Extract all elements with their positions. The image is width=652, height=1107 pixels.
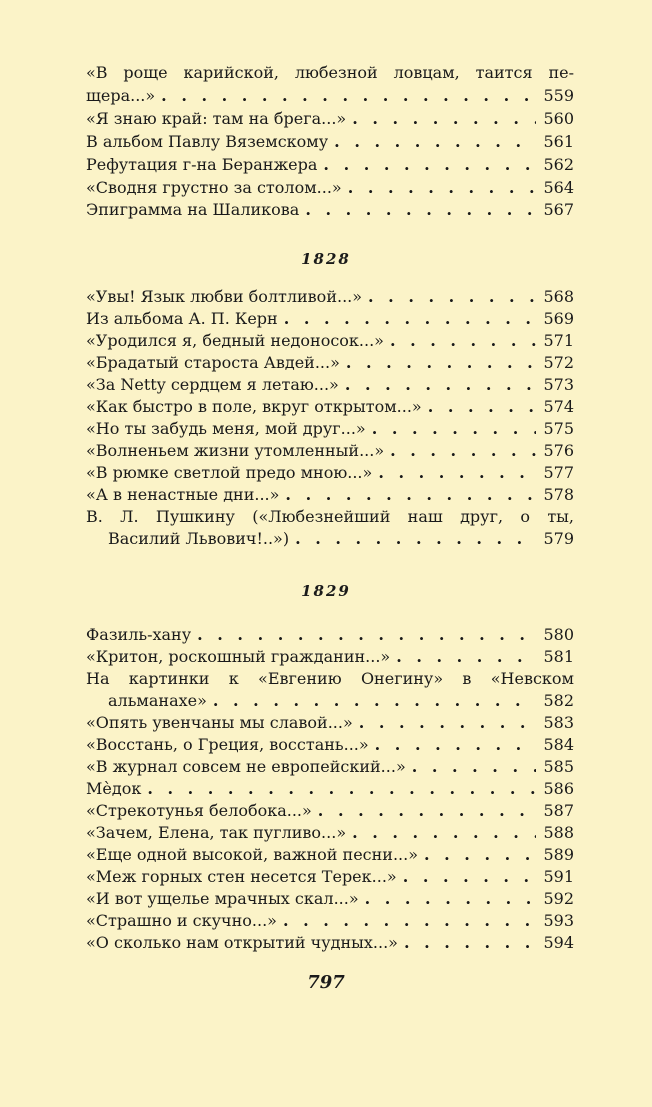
leader-dots	[279, 484, 536, 506]
leader-dots	[277, 910, 536, 932]
section-year-heading: 1829	[301, 582, 351, 600]
toc-page-number: 587	[543, 801, 574, 820]
leader-dots	[372, 462, 536, 484]
leader-dots	[418, 844, 536, 866]
toc-entry	[86, 712, 574, 734]
toc-page-number: 593	[543, 911, 574, 930]
toc-title: «Критон, роскошный гражданин...»	[86, 647, 391, 666]
toc-page-number: 559	[543, 86, 574, 105]
toc-entry	[86, 108, 574, 130]
toc-page-number: 569	[543, 309, 574, 328]
toc-title: «О сколько нам открытий чудных...»	[86, 933, 398, 952]
toc-page-number: 578	[543, 485, 574, 504]
toc-title: «Зачем, Елена, так пугливо...»	[86, 823, 347, 842]
leader-dots	[317, 154, 536, 176]
toc-title: Василий Львович!..»)	[108, 529, 290, 548]
toc-entry	[86, 910, 574, 932]
leader-dots	[397, 866, 536, 888]
toc-entry	[86, 418, 574, 440]
toc-title: «Я знаю край: там на брега...»	[86, 109, 347, 128]
toc-page-number: 591	[543, 867, 574, 886]
leader-dots	[328, 131, 536, 153]
toc-page-number: 574	[543, 397, 574, 416]
section-year-heading: 1828	[301, 250, 351, 268]
toc-title: «Стрекотунья белобока...»	[86, 801, 312, 820]
toc-entry	[86, 154, 574, 176]
page-number-folio: 797	[307, 972, 345, 993]
toc-title: Эпиграмма на Шаликова	[86, 200, 300, 219]
toc-entry	[108, 528, 574, 550]
toc-entry	[86, 396, 574, 418]
toc-page-number: 562	[543, 155, 574, 174]
toc-page-number: 576	[543, 441, 574, 460]
leader-dots	[342, 177, 536, 199]
toc-title: «В журнал совсем не европейский...»	[86, 757, 406, 776]
toc-title: щера...»	[86, 86, 156, 105]
toc-title: В альбом Павлу Вяземскому	[86, 132, 329, 151]
toc-title: «Волненьем жизни утомленный...»	[86, 441, 385, 460]
leader-dots	[406, 756, 536, 778]
toc-page-number: 585	[543, 757, 574, 776]
toc-title: «Страшно и скучно...»	[86, 911, 277, 930]
leader-dots	[207, 690, 536, 712]
toc-title: «Восстань, о Греция, восстань...»	[86, 735, 369, 754]
toc-title: «В рюмке светлой предо мною...»	[86, 463, 373, 482]
toc-entry-line1: На картинки к «Евгению Онегину» в «Невском	[86, 669, 574, 688]
toc-entry	[86, 199, 574, 221]
toc-entry	[86, 844, 574, 866]
toc-page-number: 581	[543, 647, 574, 666]
toc-page-number: 560	[543, 109, 574, 128]
leader-dots	[422, 396, 536, 418]
toc-title: «Меж горных стен несется Терек...»	[86, 867, 397, 886]
toc-page-number: 586	[543, 779, 574, 798]
leader-dots	[384, 440, 536, 462]
toc-entry	[86, 822, 574, 844]
leader-dots	[289, 528, 536, 550]
toc-entry	[86, 932, 574, 954]
toc-entry	[86, 624, 574, 646]
toc-entry-line1: В. Л. Пушкину («Любезнейший наш друг, о ты,	[86, 507, 574, 526]
toc-title: Рефутация г-на Беранжера	[86, 155, 318, 174]
leader-dots	[155, 85, 536, 107]
toc-entry	[86, 778, 574, 800]
leader-dots	[366, 418, 536, 440]
toc-page-number: 594	[543, 933, 574, 952]
leader-dots	[346, 108, 536, 130]
toc-page-number: 567	[543, 200, 574, 219]
toc-page-number: 589	[543, 845, 574, 864]
toc-title: «За Netty сердцем я летаю...»	[86, 375, 339, 394]
leader-dots	[312, 800, 536, 822]
toc-title: «Брадатый староста Авдей...»	[86, 353, 340, 372]
leader-dots	[278, 308, 536, 330]
toc-entry	[86, 374, 574, 396]
toc-title: альманахе»	[108, 691, 207, 710]
toc-page-number: 584	[543, 735, 574, 754]
leader-dots	[191, 624, 536, 646]
toc-entry	[86, 756, 574, 778]
leader-dots	[398, 932, 536, 954]
toc-page-number: 571	[543, 331, 574, 350]
toc-entry	[86, 177, 574, 199]
leader-dots	[359, 888, 536, 910]
toc-title: «Как быстро в поле, вкруг открытом...»	[86, 397, 422, 416]
toc-entry	[86, 484, 574, 506]
leader-dots	[362, 286, 536, 308]
toc-entry	[86, 131, 574, 153]
toc-entry	[86, 330, 574, 352]
toc-title: Мѐдок	[86, 779, 142, 798]
toc-entry-line1: «В роще карийской, любезной ловцам, таится пе-	[86, 63, 574, 82]
toc-entry	[86, 440, 574, 462]
toc-page-number: 577	[543, 463, 574, 482]
toc-entry	[86, 646, 574, 668]
toc-entry	[86, 866, 574, 888]
toc-page-number: 575	[543, 419, 574, 438]
toc-page-number: 588	[543, 823, 574, 842]
toc-entry	[86, 888, 574, 910]
leader-dots	[346, 822, 536, 844]
toc-entry	[86, 308, 574, 330]
toc-title: «Увы! Язык любви болтливой...»	[86, 287, 363, 306]
toc-title: «И вот ущелье мрачных скал...»	[86, 889, 359, 908]
toc-entry	[86, 352, 574, 374]
toc-title: Фазиль-хану	[86, 625, 192, 644]
toc-title: «Но ты забудь меня, мой друг...»	[86, 419, 366, 438]
toc-entry	[86, 286, 574, 308]
toc-title: «Опять увенчаны мы славой...»	[86, 713, 353, 732]
toc-entry	[108, 690, 574, 712]
toc-page-number: 580	[543, 625, 574, 644]
toc-page-number: 564	[543, 178, 574, 197]
leader-dots	[141, 778, 536, 800]
toc-title: Из альбома А. П. Керн	[86, 309, 278, 328]
toc-page-number: 582	[543, 691, 574, 710]
toc-page-number: 573	[543, 375, 574, 394]
toc-page-number: 568	[543, 287, 574, 306]
leader-dots	[353, 712, 536, 734]
leader-dots	[384, 330, 536, 352]
leader-dots	[299, 199, 536, 221]
toc-page-number: 579	[543, 529, 574, 548]
toc-title: «А в ненастные дни...»	[86, 485, 280, 504]
toc-title: «Еще одной высокой, важной песни...»	[86, 845, 419, 864]
leader-dots	[369, 734, 536, 756]
toc-title: «Уродился я, бедный недоносок...»	[86, 331, 384, 350]
toc-entry	[86, 85, 574, 107]
leader-dots	[339, 374, 536, 396]
leader-dots	[340, 352, 536, 374]
toc-page-number: 561	[543, 132, 574, 151]
toc-entry	[86, 462, 574, 484]
leader-dots	[390, 646, 536, 668]
toc-page-number: 583	[543, 713, 574, 732]
toc-page-number: 572	[543, 353, 574, 372]
toc-title: «Сводня грустно за столом...»	[86, 178, 342, 197]
toc-entry	[86, 800, 574, 822]
toc-page-number: 592	[543, 889, 574, 908]
toc-entry	[86, 734, 574, 756]
